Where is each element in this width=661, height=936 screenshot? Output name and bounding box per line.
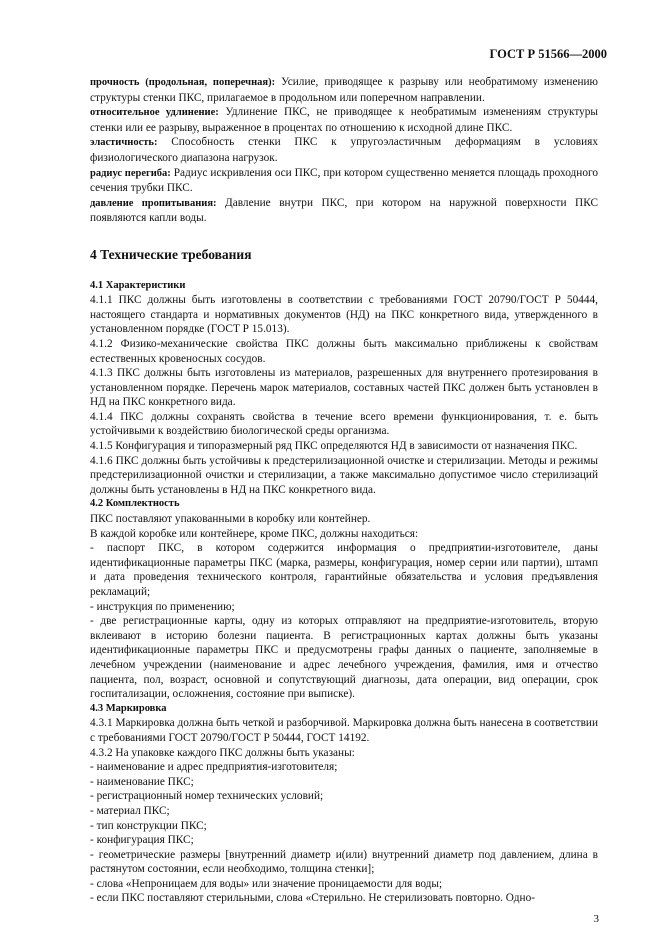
definition-term: эластичность: [90,137,158,149]
paragraph: ПКС поставляют упакованными в коробку или контейнер. [90,513,371,526]
list-item: - если ПКС поставляют стерильными, слова «Стерильно. Не стерилизовать повторно. Одно- [90,892,535,905]
paragraph: 4.1.2 Физико-механические свойства ПКС должны быть максимально приближены к свойствам естественных кровеносных сосудов. [90,337,598,365]
definition-paragraph [90,196,598,226]
list-item: - слова «Непроницаем для воды» или значение проницаемости для воды; [90,877,443,890]
paragraph: 4.3.1 Маркировка должна быть четкой и разборчивой. Маркировка должна быть нанесена в соответствии с требованиями ГОСТ 20790/ГОСТ Р 50444, ГОСТ 14192. [90,717,598,744]
list-item: - конфигурация ПКС; [90,834,194,847]
definition-text: Усилие, приводящее к разрыву или необратимому изменению структуры стенки ПКС, прилагаемое в продольном или поперечном направлении. [90,76,598,104]
list-item: - наименование ПКС; [90,775,194,788]
list-item: - инструкция по применению; [90,600,235,613]
definition-text: Радиус искривления оси ПКС, при котором существенно меняется площадь проходного сечения трубки ПКС. [90,166,598,195]
list-item: - паспорт ПКС, в котором содержится информация о предприятии-изготовителе, даны идентификационные параметры ПКС (марка, размеры, конфигурация, номер серии или партии), штамп и дата проведения технического контроля, гарантийные обязательства и условия предъявления рекламаций; [90,542,598,598]
paragraph: В каждой коробке или контейнере, кроме ПКС, должны находиться: [90,527,419,540]
definition-paragraph [90,75,598,105]
document-number: ГОСТ Р 51566—2000 [489,47,607,61]
definition-text: Давление внутри ПКС, при котором на наружной поверхности ПКС появляются капли воды. [90,196,598,225]
paragraph: 4.3.2 На упаковке каждого ПКС должны быть указаны: [90,746,355,759]
list-item: - две регистрационные карты, одну из которых отправляют на предприятие-изготовитель, вторую вклеивают в историю болезни пациента. В регистрационных картах должны быть указаны идентификационные параметры ПКС и предусмотрены графы данных о пациенте, заполняемые в лечебном учреждении (наименование и адрес лечебного учреждения, фамилия, имя и отчество пациента, пол, возраст, основной и сопутствующий диагнозы, дата операции, вид операции, срок госпитализации, осложнения, состояние при выписке). [90,615,598,701]
paragraph: 4.1.1 ПКС должны быть изготовлены в соответствии с требованиями ГОСТ 20790/ГОСТ Р 50444, настоящего стандарта и нормативных документов (НД) на ПКС конкретного вида, утвержденного в установленном порядке (ГОСТ Р 15.013). [90,294,598,336]
definition-paragraph [90,135,598,165]
subsection-title: 4.1 Характеристики [90,279,186,291]
definition-term: прочность (продольная, поперечная): [90,77,276,88]
list-item: - регистрационный номер технических условий; [90,790,324,803]
definition-text: Удлинение ПКС, не приводящее к необратимым изменениям структуры стенки или ее разрыву, выраженное в процентах по отношению к исходной длине ПКС. [90,106,598,134]
list-item: - тип конструкции ПКС; [90,819,207,832]
document-body [90,75,598,906]
definition-paragraph [90,105,598,135]
paragraph: 4.1.6 ПКС должны быть устойчивы к предстерилизационной очистке и стерилизации. Методы и режимы предстерилизационной очистки и стерилизации, а также максимально допустимое число стерилизаций должны быть установлены в НД на ПКС конкретного вида. [90,454,598,496]
section-title: 4 Технические требования [90,246,252,262]
definition-paragraph [90,166,598,196]
list-item: - материал ПКС; [90,804,170,817]
subsection-title: 4.3 Маркировка [90,702,167,714]
definition-text: Способность стенки ПКС к упругоэластичным деформациям в условиях физиологического диапазона нагрузок. [90,136,598,164]
paragraph: 4.1.5 Конфигурация и типоразмерный ряд ПКС определяются НД в зависимости от назначения ПКС. [90,440,578,453]
definition-term: радиус перегиба: [90,167,171,179]
page-number: 3 [593,913,599,925]
paragraph: 4.1.3 ПКС должны быть изготовлены из материалов, разрешенных для внутреннего протезирования в установленном порядке. Перечень марок материалов, составных частей ПКС должен быть установлен в НД на ПКС конкретного вида. [90,367,598,409]
definition-term: относительное удлинение: [90,107,219,119]
list-item: - геометрические размеры [внутренний диаметр и(или) внутренний диаметр под давлением, длина в растянутом состоянии, если необходимо, толщина стенки]; [90,848,598,876]
definition-term: давление пропитывания: [90,197,217,209]
paragraph: 4.1.4 ПКС должны сохранять свойства в течение всего времени функционирования, т. е. быть устойчивыми к воздействию биологической среды организма. [90,410,598,438]
subsection-title: 4.2 Комплектность [90,498,180,510]
list-item: - наименование и адрес предприятия-изготовителя; [90,761,338,774]
